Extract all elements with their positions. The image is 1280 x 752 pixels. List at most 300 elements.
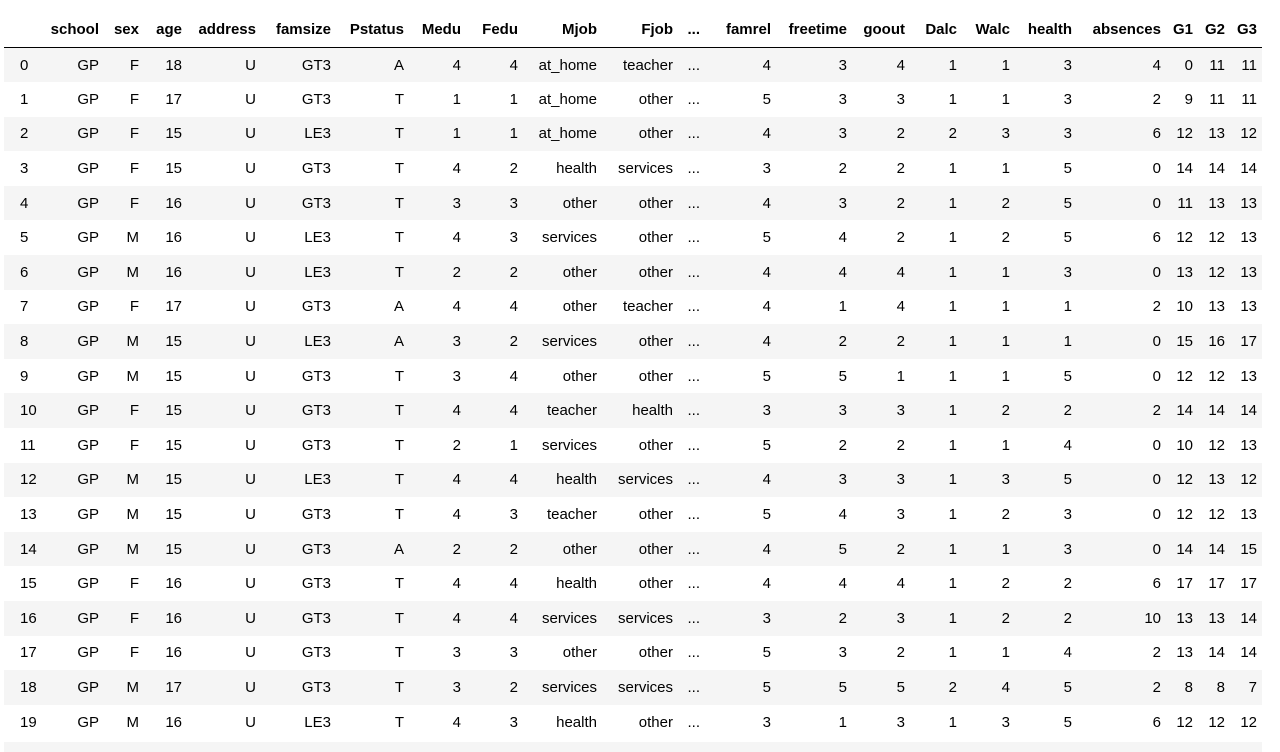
table-cell: 4 (896, 263, 905, 281)
table-cell: 1 (948, 229, 957, 247)
row-index: 15 (20, 575, 37, 593)
table-cell: 1 (948, 263, 957, 281)
table-cell: 3 (838, 56, 847, 74)
table-cell: health (632, 402, 673, 420)
table-cell: ... (687, 333, 700, 351)
table-cell: LE3 (304, 713, 331, 731)
table-cell: 3 (1063, 263, 1072, 281)
table-cell: 13 (1208, 471, 1225, 489)
row-index: 7 (20, 298, 29, 316)
table-cell: other (638, 90, 673, 108)
row-index: 2 (20, 125, 29, 143)
table-row (4, 428, 1262, 463)
table-cell: 1 (838, 298, 847, 316)
table-cell: U (245, 678, 256, 696)
table-cell: 3 (509, 644, 518, 662)
table-cell: 4 (509, 56, 518, 74)
table-cell: 4 (452, 575, 461, 593)
table-cell: GP (77, 609, 99, 627)
table-cell: ... (687, 229, 700, 247)
table-cell: 3 (896, 90, 905, 108)
table-cell: 4 (452, 471, 461, 489)
table-cell: 12 (1176, 229, 1193, 247)
table-cell: 1 (948, 609, 957, 627)
table-cell: 13 (1176, 644, 1193, 662)
table-cell: 3 (1063, 540, 1072, 558)
table-cell: health (556, 160, 597, 178)
table-cell: GT3 (301, 644, 331, 662)
table-cell: 14 (1208, 540, 1225, 558)
table-cell: 5 (1063, 229, 1072, 247)
table-cell: 12 (1208, 367, 1225, 385)
column-header: goout (852, 12, 910, 48)
table-cell: T (394, 367, 404, 385)
table-cell: F (129, 125, 139, 143)
table-cell: 4 (509, 471, 518, 489)
table-cell: 15 (165, 125, 182, 143)
table-cell: U (245, 194, 256, 212)
table-cell: U (245, 56, 256, 74)
table-cell: LE3 (304, 229, 331, 247)
table-cell: teacher (622, 298, 673, 316)
table-cell: 3 (896, 471, 905, 489)
table-cell: 14 (1240, 160, 1257, 178)
table-cell: ... (687, 194, 700, 212)
table-cell: other (638, 194, 673, 212)
table-cell: 16 (165, 263, 182, 281)
table-cell: 2 (509, 160, 518, 178)
table-cell: 2 (452, 540, 461, 558)
table-cell: 2 (452, 436, 461, 454)
table-cell: 1 (948, 402, 957, 420)
table-cell: M (126, 471, 139, 489)
table-cell: 3 (452, 333, 461, 351)
column-header: address (187, 12, 261, 48)
table-cell: ... (687, 402, 700, 420)
table-cell: GT3 (301, 56, 331, 74)
table-cell: ... (687, 56, 700, 74)
table-cell: 5 (762, 678, 771, 696)
table-cell: GT3 (301, 575, 331, 593)
table-cell: GT3 (301, 678, 331, 696)
table-cell: GT3 (301, 194, 331, 212)
table-cell: 3 (509, 713, 518, 731)
table-cell: 11 (1209, 56, 1225, 74)
table-cell: 17 (1176, 575, 1193, 593)
table-row-partial (4, 742, 1262, 752)
table-cell: 4 (762, 263, 771, 281)
table-cell: 3 (1063, 125, 1072, 143)
table-cell: 14 (1176, 160, 1193, 178)
table-cell: other (638, 333, 673, 351)
table-cell: 1 (838, 713, 847, 731)
table-cell: U (245, 229, 256, 247)
table-cell: ... (687, 367, 700, 385)
table-cell: 1 (948, 506, 957, 524)
table-cell: 2 (1001, 194, 1010, 212)
table-cell: 3 (762, 609, 771, 627)
table-cell: 1 (1001, 367, 1010, 385)
table-cell: GP (77, 713, 99, 731)
table-cell: 15 (165, 367, 182, 385)
table-cell: 1 (1001, 263, 1010, 281)
table-cell: GP (77, 540, 99, 558)
table-cell: 13 (1176, 609, 1193, 627)
table-cell: GP (77, 90, 99, 108)
table-cell: GT3 (301, 609, 331, 627)
column-header: Walc (962, 12, 1015, 48)
table-cell: ... (687, 298, 700, 316)
table-cell: 1 (948, 436, 957, 454)
table-cell: teacher (622, 56, 673, 74)
column-header: health (1015, 12, 1077, 48)
table-cell: GT3 (301, 367, 331, 385)
table-cell: T (394, 609, 404, 627)
table-cell: 13 (1240, 298, 1257, 316)
column-header: school (40, 12, 104, 48)
table-cell: 1 (948, 471, 957, 489)
table-cell: services (617, 609, 673, 627)
table-cell: 2 (1001, 575, 1010, 593)
table-body (4, 48, 1262, 740)
table-cell: U (245, 125, 256, 143)
table-cell: 2 (948, 678, 957, 696)
column-header: Fjob (602, 12, 678, 48)
table-cell: services (541, 229, 597, 247)
table-cell: 0 (1152, 506, 1161, 524)
table-cell: 2 (1152, 678, 1161, 696)
table-cell: 3 (896, 713, 905, 731)
table-cell: 2 (1152, 402, 1161, 420)
table-cell: 3 (896, 609, 905, 627)
table-cell: 4 (1152, 56, 1161, 74)
table-cell: LE3 (304, 333, 331, 351)
table-cell: 12 (1176, 713, 1193, 731)
table-cell: 3 (452, 367, 461, 385)
table-cell: 1 (948, 575, 957, 593)
table-cell: U (245, 333, 256, 351)
table-cell: 5 (1063, 713, 1072, 731)
column-header: ... (678, 12, 705, 48)
table-cell: ... (687, 644, 700, 662)
table-cell: 3 (838, 644, 847, 662)
table-cell: 0 (1152, 194, 1161, 212)
table-cell: 5 (762, 90, 771, 108)
table-cell: 1 (948, 160, 957, 178)
table-cell: 12 (1176, 125, 1193, 143)
table-cell: 13 (1208, 298, 1225, 316)
table-cell: 4 (452, 402, 461, 420)
table-cell: 1 (948, 298, 957, 316)
table-cell: LE3 (304, 125, 331, 143)
table-cell: 2 (1152, 90, 1161, 108)
table-cell: GP (77, 506, 99, 524)
table-cell: ... (687, 506, 700, 524)
table-cell: F (129, 90, 139, 108)
table-cell: 12 (1208, 229, 1225, 247)
table-cell: 12 (1208, 436, 1225, 454)
table-cell: 3 (896, 402, 905, 420)
table-cell: 1 (948, 56, 957, 74)
table-cell: 1 (509, 125, 518, 143)
table-cell: 0 (1152, 160, 1161, 178)
table-cell: 0 (1184, 56, 1193, 74)
table-cell: 2 (1001, 402, 1010, 420)
table-cell: LE3 (304, 471, 331, 489)
table-cell: 1 (1063, 298, 1072, 316)
table-cell: 6 (1152, 125, 1161, 143)
column-header: Pstatus (336, 12, 409, 48)
row-index: 19 (20, 713, 37, 731)
row-index: 16 (20, 609, 37, 627)
table-cell: 4 (762, 125, 771, 143)
table-row (4, 601, 1262, 636)
table-cell: other (562, 298, 597, 316)
table-cell: 12 (1208, 263, 1225, 281)
row-index: 11 (20, 436, 36, 454)
table-cell: 17 (165, 298, 182, 316)
table-cell: 3 (1063, 90, 1072, 108)
table-cell: 2 (948, 125, 957, 143)
table-cell: 5 (762, 229, 771, 247)
table-row (4, 705, 1262, 740)
table-cell: 11 (1209, 90, 1225, 108)
table-cell: teacher (546, 402, 597, 420)
table-cell: 1 (948, 644, 957, 662)
table-cell: 14 (1176, 540, 1193, 558)
table-cell: 1 (509, 90, 518, 108)
table-cell: 14 (1240, 609, 1257, 627)
table-cell: 4 (509, 609, 518, 627)
table-cell: 1 (948, 90, 957, 108)
table-cell: 13 (1240, 506, 1257, 524)
table-cell: 8 (1216, 678, 1225, 696)
table-cell: 4 (762, 56, 771, 74)
table-cell: other (638, 506, 673, 524)
table-cell: 16 (165, 609, 182, 627)
table-cell: ... (687, 713, 700, 731)
table-cell: 2 (896, 540, 905, 558)
table-cell: U (245, 575, 256, 593)
table-cell: 1 (1001, 644, 1010, 662)
table-cell: 3 (762, 160, 771, 178)
dataframe-output (4, 12, 1262, 739)
table-row (4, 670, 1262, 705)
table-cell: 2 (896, 644, 905, 662)
table-cell: T (394, 436, 404, 454)
column-header: freetime (776, 12, 852, 48)
row-index: 13 (20, 506, 37, 524)
table-cell: 2 (1063, 402, 1072, 420)
table-cell: GP (77, 298, 99, 316)
table-cell: other (638, 540, 673, 558)
table-cell: other (638, 263, 673, 281)
table-cell: 13 (1208, 609, 1225, 627)
table-cell: 13 (1176, 263, 1193, 281)
table-cell: GT3 (301, 298, 331, 316)
table-cell: 11 (1177, 194, 1193, 212)
table-cell: 5 (762, 436, 771, 454)
table-cell: 6 (1152, 575, 1161, 593)
table-cell: T (394, 678, 404, 696)
table-cell: GP (77, 56, 99, 74)
table-cell: 5 (1063, 367, 1072, 385)
table-cell: 4 (452, 56, 461, 74)
table-cell: 3 (838, 402, 847, 420)
table-cell: ... (687, 263, 700, 281)
table-cell: T (394, 506, 404, 524)
table-cell: GT3 (301, 90, 331, 108)
table-cell: 14 (1176, 402, 1193, 420)
table-cell: 13 (1208, 194, 1225, 212)
table-cell: services (541, 436, 597, 454)
table-cell: 15 (165, 402, 182, 420)
table-cell: other (638, 644, 673, 662)
table-cell: GP (77, 229, 99, 247)
table-cell: 3 (509, 229, 518, 247)
table-cell: GP (77, 436, 99, 454)
table-cell: F (129, 194, 139, 212)
table-cell: 8 (1184, 678, 1193, 696)
table-cell: 4 (452, 229, 461, 247)
table-cell: 4 (452, 298, 461, 316)
table-cell: 16 (1208, 333, 1225, 351)
table-cell: 4 (762, 540, 771, 558)
table-cell: F (129, 56, 139, 74)
table-cell: GP (77, 333, 99, 351)
table-row (4, 463, 1262, 498)
table-cell: U (245, 367, 256, 385)
column-header: Dalc (910, 12, 962, 48)
table-cell: 15 (165, 471, 182, 489)
table-header-row (4, 12, 1262, 48)
table-cell: ... (687, 609, 700, 627)
row-index: 0 (20, 56, 29, 74)
table-cell: 5 (838, 540, 847, 558)
row-index: 17 (20, 644, 37, 662)
column-header: sex (104, 12, 144, 48)
table-row (4, 290, 1262, 325)
table-cell: 2 (1063, 609, 1072, 627)
table-cell: 4 (896, 56, 905, 74)
table-cell: 12 (1240, 471, 1257, 489)
table-cell: services (541, 333, 597, 351)
table-cell: U (245, 540, 256, 558)
table-cell: T (394, 575, 404, 593)
table-cell: 4 (838, 263, 847, 281)
table-cell: 9 (1184, 90, 1193, 108)
table-cell: 3 (1001, 713, 1010, 731)
table-cell: other (562, 540, 597, 558)
table-cell: health (556, 471, 597, 489)
table-cell: 12 (1176, 506, 1193, 524)
table-cell: 13 (1240, 367, 1257, 385)
table-cell: 3 (762, 713, 771, 731)
table-cell: teacher (546, 506, 597, 524)
table-cell: 2 (1152, 644, 1161, 662)
column-header: G1 (1166, 12, 1198, 48)
table-cell: 4 (838, 575, 847, 593)
table-cell: services (541, 609, 597, 627)
table-cell: 3 (1001, 471, 1010, 489)
table-cell: 2 (838, 609, 847, 627)
table-cell: 12 (1240, 125, 1257, 143)
table-cell: 13 (1240, 229, 1257, 247)
table-cell: 5 (762, 367, 771, 385)
table-row (4, 220, 1262, 255)
table-row (4, 82, 1262, 117)
table-cell: 14 (1240, 402, 1257, 420)
dataframe-table (4, 12, 1262, 739)
row-index: 8 (20, 333, 29, 351)
table-row (4, 636, 1262, 671)
table-cell: GT3 (301, 540, 331, 558)
table-cell: 3 (1001, 125, 1010, 143)
table-cell: 4 (762, 194, 771, 212)
table-cell: other (562, 367, 597, 385)
table-cell: T (394, 263, 404, 281)
table-cell: 4 (762, 471, 771, 489)
table-cell: 2 (509, 678, 518, 696)
table-cell: 1 (1001, 540, 1010, 558)
table-cell: 3 (1063, 56, 1072, 74)
table-cell: GP (77, 471, 99, 489)
table-cell: 3 (452, 678, 461, 696)
table-cell: 2 (838, 160, 847, 178)
table-cell: U (245, 644, 256, 662)
table-cell: 17 (1240, 333, 1257, 351)
table-cell: 12 (1208, 506, 1225, 524)
table-cell: 15 (1176, 333, 1193, 351)
table-cell: 4 (762, 575, 771, 593)
table-cell: ... (687, 575, 700, 593)
table-row (4, 497, 1262, 532)
table-cell: 1 (509, 436, 518, 454)
table-cell: M (126, 229, 139, 247)
table-cell: GP (77, 644, 99, 662)
table-cell: 4 (1063, 436, 1072, 454)
table-cell: 4 (452, 609, 461, 627)
table-cell: U (245, 506, 256, 524)
column-header: absences (1077, 12, 1166, 48)
table-cell: 15 (165, 540, 182, 558)
table-cell: 1 (1001, 160, 1010, 178)
table-cell: 15 (165, 160, 182, 178)
table-cell: F (129, 298, 139, 316)
table-row (4, 117, 1262, 152)
table-cell: at_home (538, 125, 597, 143)
table-cell: 12 (1176, 471, 1193, 489)
table-row (4, 186, 1262, 221)
table-cell: GT3 (301, 436, 331, 454)
table-cell: GP (77, 678, 99, 696)
table-cell: 10 (1176, 298, 1193, 316)
table-cell: at_home (538, 56, 597, 74)
table-cell: other (638, 367, 673, 385)
table-cell: 1 (948, 194, 957, 212)
table-cell: 3 (762, 402, 771, 420)
index-header (4, 12, 40, 48)
table-cell: U (245, 713, 256, 731)
table-cell: U (245, 471, 256, 489)
table-cell: 4 (838, 229, 847, 247)
table-cell: T (394, 713, 404, 731)
row-index: 14 (20, 540, 37, 558)
table-row (4, 566, 1262, 601)
table-cell: 2 (1001, 506, 1010, 524)
table-cell: 1 (1001, 298, 1010, 316)
table-cell: T (394, 471, 404, 489)
